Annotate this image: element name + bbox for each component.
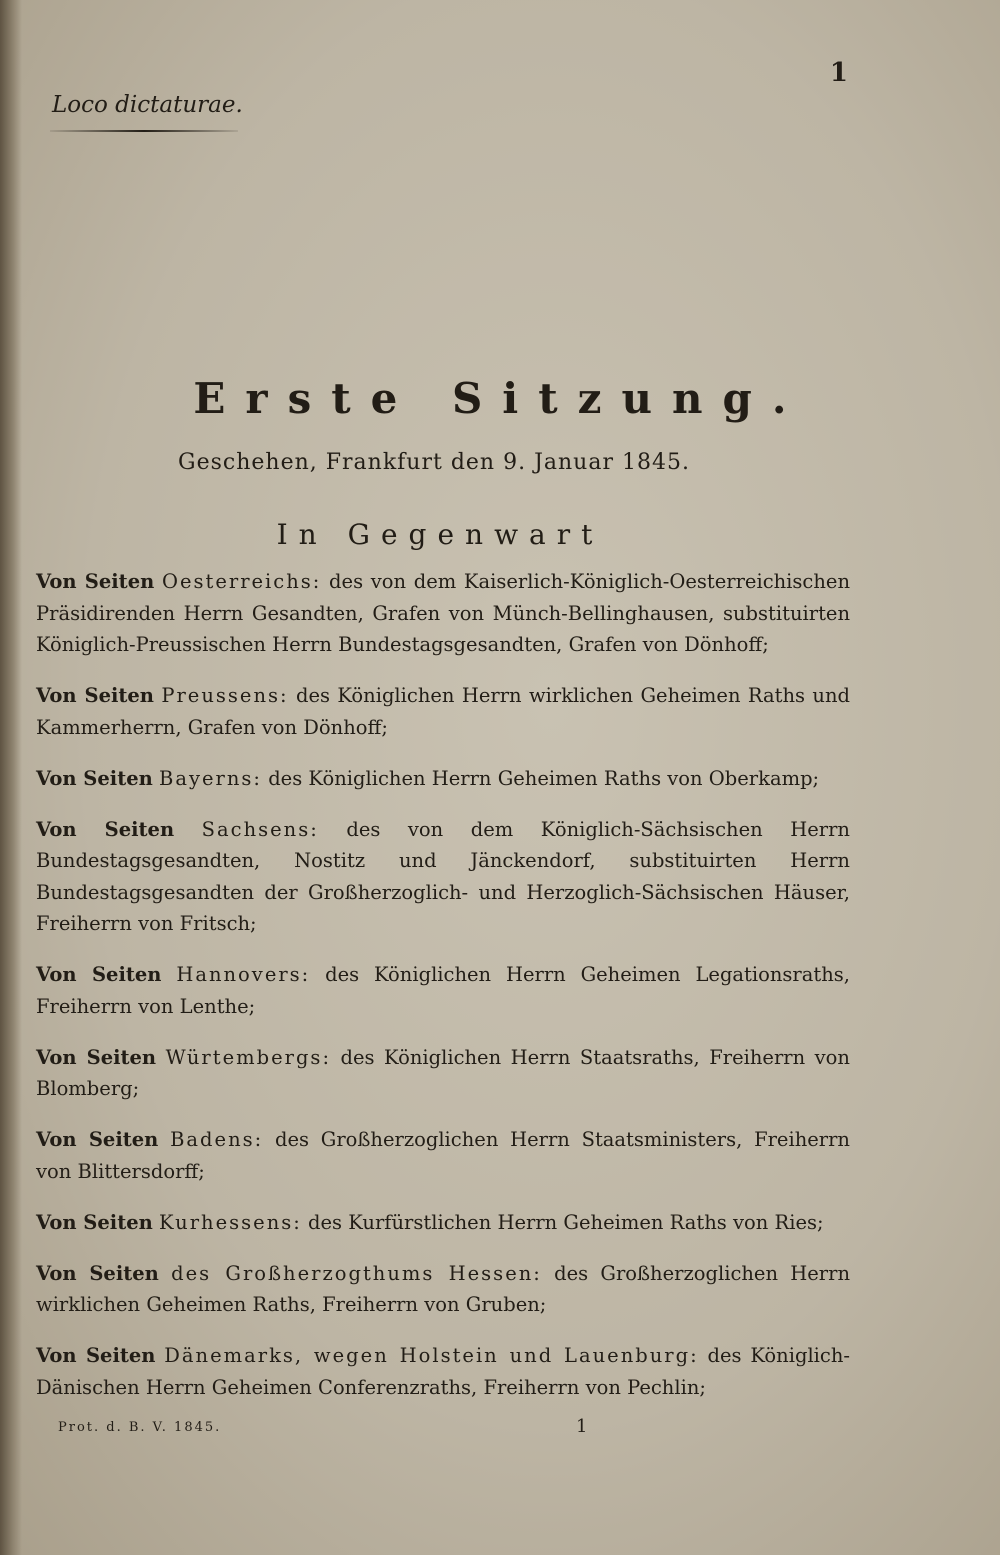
entry-text: des Königlichen Herrn Staatsraths, Freiherrn von Blomberg; [36, 1045, 850, 1100]
presence-heading: In Gegenwart [276, 518, 604, 551]
entry-lead: Von Seiten [36, 1261, 159, 1285]
entry-state: Sachsens: [201, 817, 319, 841]
entry-text: des Großherzoglichen Herrn Staatsministers, Freiherrn von Blittersdorff; [36, 1128, 850, 1183]
entry-text: des von dem Königlich-Sächsischen Herrn Bundestagsgesandten, Nostitz und Jänckendorf, substituirten Herrn Bundestagsgesandten der Großherzoglich- und Herzoglich-Sächsischen Häuser, Freiherrn von Fritsch; [36, 817, 850, 935]
attendance-entry [36, 1042, 850, 1105]
entry-text: des Königlich-Dänischen Herrn Geheimen Conferenzraths, Freiherrn von Pechlin; [36, 1344, 850, 1399]
attendance-entry [36, 763, 850, 795]
entry-lead: Von Seiten [36, 1128, 159, 1151]
entry-text: des Königlichen Herrn wirklichen Geheimen Raths und Kammerherrn, Grafen von Dönhoff; [36, 684, 850, 739]
entry-state: Dänemarks, wegen Holstein und Lauenburg: [164, 1344, 699, 1367]
entry-state: Kurhessens: [159, 1210, 302, 1234]
attendance-entry [36, 1207, 850, 1239]
attendance-entry [36, 1124, 850, 1187]
entry-text: des Königlichen Herrn Geheimen Legationsraths, Freiherrn von Lenthe; [36, 963, 850, 1018]
entry-text: des Großherzoglichen Herrn wirklichen Geheimen Raths, Freiherrn von Gruben; [36, 1261, 851, 1316]
entry-text: des Königlichen Herrn Geheimen Raths von Oberkamp; [268, 766, 820, 790]
header-rule [50, 130, 238, 132]
footer-signature: Prot. d. B. V. 1845. [58, 1420, 222, 1435]
entry-state: Würtembergs: [165, 1045, 332, 1069]
attendance-entry [36, 959, 850, 1022]
attendance-list [36, 566, 850, 1414]
attendance-entry [36, 1340, 850, 1403]
entry-state: Oesterreichs: [161, 570, 322, 593]
entry-lead: Von Seiten [36, 1045, 157, 1069]
entry-state: Preussens: [161, 684, 289, 707]
entry-text: des Kurfürstlichen Herrn Geheimen Raths von Ries; [308, 1210, 824, 1234]
entry-lead: Von Seiten [36, 766, 153, 790]
attendance-entry [36, 566, 850, 661]
entry-lead: Von Seiten [36, 817, 175, 841]
page-number: 1 [829, 58, 848, 88]
session-title: Erste Sitzung. [193, 374, 807, 423]
attendance-entry [36, 680, 850, 743]
header-note: Loco dictaturae. [52, 92, 243, 118]
entry-state: des Großherzogthums Hessen: [171, 1261, 542, 1285]
entry-lead: Von Seiten [36, 1210, 153, 1234]
attendance-entry [36, 814, 850, 940]
entry-state: Badens: [170, 1128, 264, 1151]
entry-lead: Von Seiten [36, 684, 154, 707]
book-gutter [0, 0, 22, 1555]
entry-state: Bayerns: [159, 766, 262, 790]
entry-lead: Von Seiten [36, 1344, 156, 1367]
entry-state: Hannovers: [176, 963, 311, 986]
footer-sheet-number: 1 [576, 1416, 588, 1437]
attendance-entry [36, 1258, 850, 1321]
entry-lead: Von Seiten [36, 570, 155, 593]
entry-text: des von dem Kaiserlich-Königlich-Oesterreichischen Präsidirenden Herrn Gesandten, Grafen von Münch-Bellinghausen, substituirten Königlich-Preussischen Herrn Bundestagsgesandten, Grafen von Dönhoff; [36, 570, 851, 656]
entry-lead: Von Seiten [36, 963, 162, 986]
session-date: Geschehen, Frankfurt den 9. Januar 1845. [178, 450, 690, 475]
